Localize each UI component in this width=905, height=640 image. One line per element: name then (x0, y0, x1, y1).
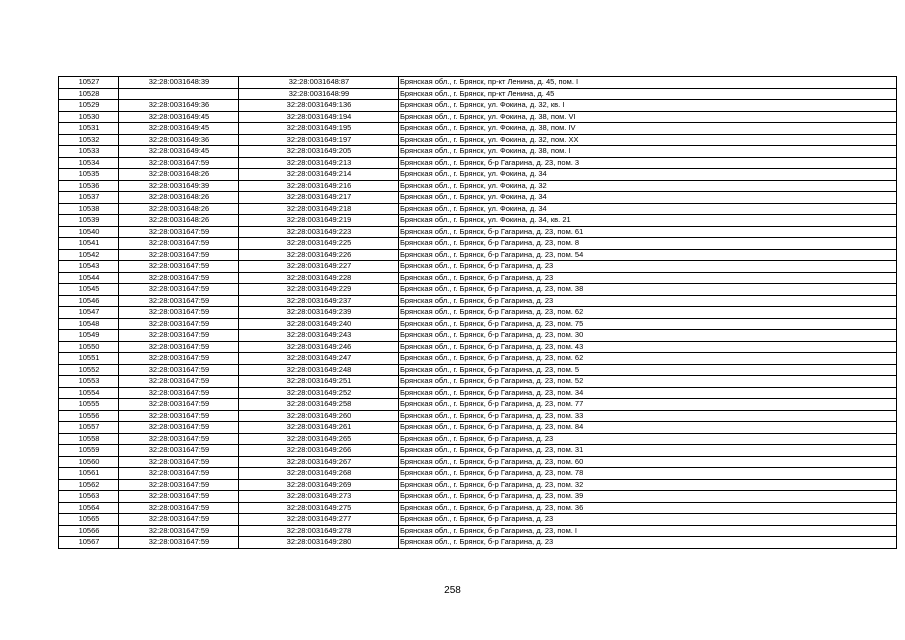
address-cell: Брянская обл., г. Брянск, б-р Гагарина, д. 23, пом. 39 (399, 491, 897, 503)
address-cell: Брянская обл., г. Брянск, ул. Фокина, д. 32, пом. XX (399, 134, 897, 146)
parcel-number-cell: 32:28:0031647:59 (119, 514, 239, 526)
address-cell: Брянская обл., г. Брянск, ул. Фокина, д. 34 (399, 192, 897, 204)
table-row (59, 399, 897, 411)
table-row (59, 261, 897, 273)
parcel-number-cell: 32:28:0031649:39 (119, 180, 239, 192)
object-number-cell: 32:28:0031649:226 (239, 249, 399, 261)
address-cell: Брянская обл., г. Брянск, б-р Гагарина, д. 23, пом. 62 (399, 307, 897, 319)
parcel-number-cell: 32:28:0031649:45 (119, 111, 239, 123)
address-cell: Брянская обл., г. Брянск, ул. Фокина, д. 34 (399, 203, 897, 215)
object-number-cell: 32:28:0031649:217 (239, 192, 399, 204)
parcel-number-cell: 32:28:0031647:59 (119, 410, 239, 422)
table-row (59, 341, 897, 353)
address-cell: Брянская обл., г. Брянск, б-р Гагарина, д. 23, пом. 34 (399, 387, 897, 399)
row-number-cell: 10562 (59, 479, 119, 491)
object-number-cell: 32:28:0031649:266 (239, 445, 399, 457)
address-cell: Брянская обл., г. Брянск, б-р Гагарина, д. 23, пом. 77 (399, 399, 897, 411)
table-row (59, 364, 897, 376)
row-number-cell: 10545 (59, 284, 119, 296)
table-row (59, 123, 897, 135)
row-number-cell: 10548 (59, 318, 119, 330)
address-cell: Брянская обл., г. Брянск, б-р Гагарина, д. 23, пом. 36 (399, 502, 897, 514)
table-row (59, 433, 897, 445)
object-number-cell: 32:28:0031649:252 (239, 387, 399, 399)
parcel-number-cell: 32:28:0031647:59 (119, 387, 239, 399)
object-number-cell: 32:28:0031649:216 (239, 180, 399, 192)
object-number-cell: 32:28:0031649:268 (239, 468, 399, 480)
row-number-cell: 10533 (59, 146, 119, 158)
table-row (59, 146, 897, 158)
table-row (59, 249, 897, 261)
address-cell: Брянская обл., г. Брянск, б-р Гагарина, д. 23, пом. 52 (399, 376, 897, 388)
row-number-cell: 10546 (59, 295, 119, 307)
table-row (59, 180, 897, 192)
object-number-cell: 32:28:0031649:197 (239, 134, 399, 146)
table-row (59, 192, 897, 204)
parcel-number-cell: 32:28:0031647:59 (119, 295, 239, 307)
table-row (59, 514, 897, 526)
address-cell: Брянская обл., г. Брянск, б-р Гагарина, д. 23 (399, 261, 897, 273)
address-cell: Брянская обл., г. Брянск, б-р Гагарина, д. 23, пом. 60 (399, 456, 897, 468)
parcel-number-cell: 32:28:0031648:26 (119, 203, 239, 215)
object-number-cell: 32:28:0031649:229 (239, 284, 399, 296)
table-row (59, 100, 897, 112)
object-number-cell: 32:28:0031649:227 (239, 261, 399, 273)
parcel-number-cell: 32:28:0031649:36 (119, 100, 239, 112)
table-row (59, 491, 897, 503)
row-number-cell: 10540 (59, 226, 119, 238)
row-number-cell: 10553 (59, 376, 119, 388)
table-row (59, 77, 897, 89)
address-cell: Брянская обл., г. Брянск, б-р Гагарина, д. 23, пом. 32 (399, 479, 897, 491)
row-number-cell: 10564 (59, 502, 119, 514)
table-row (59, 284, 897, 296)
address-cell: Брянская обл., г. Брянск, б-р Гагарина, д. 23, пом. 3 (399, 157, 897, 169)
row-number-cell: 10555 (59, 399, 119, 411)
parcel-number-cell: 32:28:0031647:59 (119, 307, 239, 319)
object-number-cell: 32:28:0031648:87 (239, 77, 399, 89)
row-number-cell: 10554 (59, 387, 119, 399)
object-number-cell: 32:28:0031649:213 (239, 157, 399, 169)
parcel-number-cell: 32:28:0031648:26 (119, 169, 239, 181)
address-cell: Брянская обл., г. Брянск, б-р Гагарина, д. 23 (399, 272, 897, 284)
address-cell: Брянская обл., г. Брянск, ул. Фокина, д. 38, пом. VI (399, 111, 897, 123)
parcel-number-cell: 32:28:0031648:26 (119, 215, 239, 227)
parcel-number-cell: 32:28:0031647:59 (119, 341, 239, 353)
address-cell: Брянская обл., г. Брянск, ул. Фокина, д. 38, пом. IV (399, 123, 897, 135)
table-row (59, 157, 897, 169)
table-row (59, 468, 897, 480)
object-number-cell: 32:28:0031649:225 (239, 238, 399, 250)
object-number-cell: 32:28:0031649:277 (239, 514, 399, 526)
row-number-cell: 10558 (59, 433, 119, 445)
object-number-cell: 32:28:0031649:240 (239, 318, 399, 330)
table-row (59, 295, 897, 307)
row-number-cell: 10530 (59, 111, 119, 123)
parcel-number-cell: 32:28:0031647:59 (119, 479, 239, 491)
table-row (59, 318, 897, 330)
object-number-cell: 32:28:0031649:214 (239, 169, 399, 181)
table-row (59, 169, 897, 181)
parcel-number-cell: 32:28:0031647:59 (119, 249, 239, 261)
table-row (59, 307, 897, 319)
table-row (59, 226, 897, 238)
object-number-cell: 32:28:0031649:246 (239, 341, 399, 353)
row-number-cell: 10539 (59, 215, 119, 227)
table-row (59, 479, 897, 491)
parcel-number-cell: 32:28:0031647:59 (119, 261, 239, 273)
parcel-number-cell: 32:28:0031647:59 (119, 445, 239, 457)
object-number-cell: 32:28:0031649:194 (239, 111, 399, 123)
parcel-number-cell: 32:28:0031647:59 (119, 226, 239, 238)
table-row (59, 387, 897, 399)
address-cell: Брянская обл., г. Брянск, ул. Фокина, д. 38, пом. I (399, 146, 897, 158)
parcel-number-cell: 32:28:0031649:36 (119, 134, 239, 146)
row-number-cell: 10560 (59, 456, 119, 468)
object-number-cell: 32:28:0031649:219 (239, 215, 399, 227)
address-cell: Брянская обл., г. Брянск, б-р Гагарина, д. 23, пом. 75 (399, 318, 897, 330)
object-number-cell: 32:28:0031649:265 (239, 433, 399, 445)
row-number-cell: 10537 (59, 192, 119, 204)
address-cell: Брянская обл., г. Брянск, ул. Фокина, д. 32, кв. I (399, 100, 897, 112)
address-cell: Брянская обл., г. Брянск, б-р Гагарина, д. 23, пом. 5 (399, 364, 897, 376)
row-number-cell: 10567 (59, 537, 119, 549)
object-number-cell: 32:28:0031649:280 (239, 537, 399, 549)
cadastral-table (58, 76, 897, 549)
object-number-cell: 32:28:0031649:275 (239, 502, 399, 514)
object-number-cell: 32:28:0031649:273 (239, 491, 399, 503)
address-cell: Брянская обл., г. Брянск, ул. Фокина, д. 32 (399, 180, 897, 192)
table-row (59, 88, 897, 100)
object-number-cell: 32:28:0031649:258 (239, 399, 399, 411)
table-row (59, 238, 897, 250)
address-cell: Брянская обл., г. Брянск, б-р Гагарина, д. 23 (399, 537, 897, 549)
row-number-cell: 10566 (59, 525, 119, 537)
table-row (59, 272, 897, 284)
parcel-number-cell: 32:28:0031647:59 (119, 422, 239, 434)
parcel-number-cell: 32:28:0031647:59 (119, 353, 239, 365)
object-number-cell: 32:28:0031649:247 (239, 353, 399, 365)
parcel-number-cell: 32:28:0031647:59 (119, 456, 239, 468)
row-number-cell: 10557 (59, 422, 119, 434)
object-number-cell: 32:28:0031649:243 (239, 330, 399, 342)
row-number-cell: 10536 (59, 180, 119, 192)
parcel-number-cell: 32:28:0031647:59 (119, 399, 239, 411)
parcel-number-cell: 32:28:0031647:59 (119, 502, 239, 514)
parcel-number-cell: 32:28:0031647:59 (119, 272, 239, 284)
table-row (59, 215, 897, 227)
parcel-number-cell: 32:28:0031647:59 (119, 468, 239, 480)
table-row (59, 376, 897, 388)
parcel-number-cell: 32:28:0031647:59 (119, 284, 239, 296)
parcel-number-cell: 32:28:0031647:59 (119, 433, 239, 445)
object-number-cell: 32:28:0031649:195 (239, 123, 399, 135)
address-cell: Брянская обл., г. Брянск, б-р Гагарина, д. 23, пом. 33 (399, 410, 897, 422)
row-number-cell: 10550 (59, 341, 119, 353)
parcel-number-cell: 32:28:0031647:59 (119, 364, 239, 376)
address-cell: Брянская обл., г. Брянск, ул. Фокина, д. 34, кв. 21 (399, 215, 897, 227)
object-number-cell: 32:28:0031649:237 (239, 295, 399, 307)
table-row (59, 456, 897, 468)
object-number-cell: 32:28:0031649:205 (239, 146, 399, 158)
row-number-cell: 10542 (59, 249, 119, 261)
object-number-cell: 32:28:0031649:228 (239, 272, 399, 284)
table-row (59, 111, 897, 123)
table-row (59, 537, 897, 549)
address-cell: Брянская обл., г. Брянск, б-р Гагарина, д. 23, пом. 8 (399, 238, 897, 250)
address-cell: Брянская обл., г. Брянск, б-р Гагарина, д. 23, пом. 31 (399, 445, 897, 457)
cadastral-table-body (59, 77, 897, 549)
row-number-cell: 10527 (59, 77, 119, 89)
address-cell: Брянская обл., г. Брянск, пр-кт Ленина, д. 45, пом. I (399, 77, 897, 89)
address-cell: Брянская обл., г. Брянск, б-р Гагарина, д. 23 (399, 433, 897, 445)
row-number-cell: 10543 (59, 261, 119, 273)
row-number-cell: 10559 (59, 445, 119, 457)
address-cell: Брянская обл., г. Брянск, пр-кт Ленина, д. 45 (399, 88, 897, 100)
row-number-cell: 10549 (59, 330, 119, 342)
row-number-cell: 10531 (59, 123, 119, 135)
parcel-number-cell: 32:28:0031649:45 (119, 146, 239, 158)
row-number-cell: 10528 (59, 88, 119, 100)
address-cell: Брянская обл., г. Брянск, б-р Гагарина, д. 23, пом. 78 (399, 468, 897, 480)
page-number: 258 (444, 585, 461, 596)
parcel-number-cell: 32:28:0031649:45 (119, 123, 239, 135)
row-number-cell: 10532 (59, 134, 119, 146)
table-row (59, 525, 897, 537)
address-cell: Брянская обл., г. Брянск, б-р Гагарина, д. 23, пом. 30 (399, 330, 897, 342)
address-cell: Брянская обл., г. Брянск, б-р Гагарина, д. 23, пом. 84 (399, 422, 897, 434)
object-number-cell: 32:28:0031648:99 (239, 88, 399, 100)
address-cell: Брянская обл., г. Брянск, б-р Гагарина, д. 23, пом. I (399, 525, 897, 537)
row-number-cell: 10535 (59, 169, 119, 181)
row-number-cell: 10565 (59, 514, 119, 526)
table-row (59, 410, 897, 422)
parcel-number-cell: 32:28:0031647:59 (119, 491, 239, 503)
row-number-cell: 10538 (59, 203, 119, 215)
object-number-cell: 32:28:0031649:260 (239, 410, 399, 422)
row-number-cell: 10552 (59, 364, 119, 376)
parcel-number-cell: 32:28:0031648:26 (119, 192, 239, 204)
address-cell: Брянская обл., г. Брянск, б-р Гагарина, д. 23, пом. 61 (399, 226, 897, 238)
row-number-cell: 10561 (59, 468, 119, 480)
object-number-cell: 32:28:0031649:218 (239, 203, 399, 215)
table-row (59, 445, 897, 457)
parcel-number-cell: 32:28:0031647:59 (119, 525, 239, 537)
row-number-cell: 10551 (59, 353, 119, 365)
object-number-cell: 32:28:0031649:267 (239, 456, 399, 468)
parcel-number-cell: 32:28:0031647:59 (119, 157, 239, 169)
address-cell: Брянская обл., г. Брянск, ул. Фокина, д. 34 (399, 169, 897, 181)
object-number-cell: 32:28:0031649:223 (239, 226, 399, 238)
object-number-cell: 32:28:0031649:239 (239, 307, 399, 319)
parcel-number-cell (119, 88, 239, 100)
address-cell: Брянская обл., г. Брянск, б-р Гагарина, д. 23 (399, 514, 897, 526)
address-cell: Брянская обл., г. Брянск, б-р Гагарина, д. 23 (399, 295, 897, 307)
row-number-cell: 10534 (59, 157, 119, 169)
table-row (59, 422, 897, 434)
address-cell: Брянская обл., г. Брянск, б-р Гагарина, д. 23, пом. 62 (399, 353, 897, 365)
table-row (59, 203, 897, 215)
table-row (59, 353, 897, 365)
row-number-cell: 10529 (59, 100, 119, 112)
table-row (59, 134, 897, 146)
address-cell: Брянская обл., г. Брянск, б-р Гагарина, д. 23, пом. 38 (399, 284, 897, 296)
row-number-cell: 10563 (59, 491, 119, 503)
table-row (59, 502, 897, 514)
row-number-cell: 10541 (59, 238, 119, 250)
parcel-number-cell: 32:28:0031647:59 (119, 238, 239, 250)
object-number-cell: 32:28:0031649:269 (239, 479, 399, 491)
object-number-cell: 32:28:0031649:278 (239, 525, 399, 537)
parcel-number-cell: 32:28:0031648:39 (119, 77, 239, 89)
object-number-cell: 32:28:0031649:136 (239, 100, 399, 112)
address-cell: Брянская обл., г. Брянск, б-р Гагарина, д. 23, пом. 43 (399, 341, 897, 353)
object-number-cell: 32:28:0031649:251 (239, 376, 399, 388)
row-number-cell: 10556 (59, 410, 119, 422)
row-number-cell: 10547 (59, 307, 119, 319)
parcel-number-cell: 32:28:0031647:59 (119, 330, 239, 342)
object-number-cell: 32:28:0031649:261 (239, 422, 399, 434)
table-row (59, 330, 897, 342)
address-cell: Брянская обл., г. Брянск, б-р Гагарина, д. 23, пом. 54 (399, 249, 897, 261)
row-number-cell: 10544 (59, 272, 119, 284)
parcel-number-cell: 32:28:0031647:59 (119, 318, 239, 330)
parcel-number-cell: 32:28:0031647:59 (119, 376, 239, 388)
parcel-number-cell: 32:28:0031647:59 (119, 537, 239, 549)
object-number-cell: 32:28:0031649:248 (239, 364, 399, 376)
